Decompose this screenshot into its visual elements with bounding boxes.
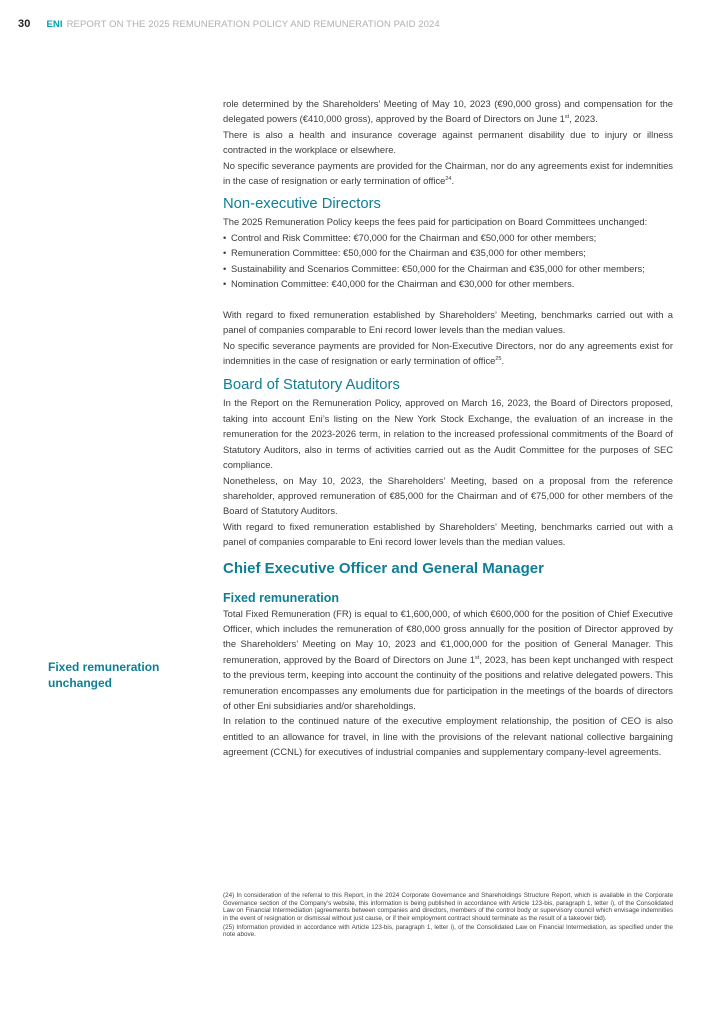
paragraph: With regard to fixed remuneration established by Shareholders’ Meeting, benchmarks carried out with a panel of companies comparable to Eni record lower levels than the median values. [223, 308, 673, 336]
main-content [223, 96, 673, 760]
section-heading-non-executive: Non-executive Directors [223, 196, 381, 213]
report-title: REPORT ON THE 2025 REMUNERATION POLICY AND REMUNERATION PAID 2024 [66, 19, 440, 30]
paragraph: The 2025 Remuneration Policy keeps the fees paid for participation on Board Committees unchanged: [223, 216, 648, 228]
paragraph: With regard to fixed remuneration established by Shareholders’ Meeting, benchmarks carried out with a panel of companies comparable to Eni record lower levels than the median values. [223, 520, 673, 548]
paragraph: In the Report on the Remuneration Policy, approved on March 16, 2023, the Board of Directors proposed, taking into account Eni’s listing on the New York Stock Exchange, the evaluation of an increase in the remuneration for the 2023-2026 term, in relation to the increased professional commitments of the Board of Statutory Auditors, also in terms of activities carried out as the Audit Committee for the purposes of SEC compliance. [223, 397, 673, 471]
list-item: • Sustainability and Scenarios Committee: €50,000 for the Chairman and €35,000 for other members; [223, 261, 673, 276]
footnote-ref[interactable]: 24 [445, 176, 452, 183]
paragraph: No specific severance payments are provided for Non-Executive Directors, nor do any agreements exist for indemnities in the case of resignation or early termination of office$^{25}$. [223, 339, 673, 367]
list-item: • Remuneration Committee: €50,000 for the Chairman and €35,000 for other members; [223, 245, 673, 260]
page-header [18, 18, 440, 30]
footnote-24: (24) In consideration of the referral to this Report, in the 2024 Corporate Governance and Shareholdings Structure Report, which is available in the Corporate Governance section of the Company’s website, this information is being published in accordance with Article 123-bis, paragraph 1, letter i), of the Consolidated Law on Financial Intermediation (agreements between companies and directors, members of the control body or supervisory council which envisage indemnities in the event of resignation or dismissal without just cause, or if their employment contract should terminate as the result of a takeover bid). [223, 892, 673, 922]
committee-fees-list [223, 230, 673, 292]
paragraph: Total Fixed Remuneration (FR) is equal to €1,600,000, of which €600,000 for the position of Chief Executive Officer, which includes the remuneration of €80,000 gross annually for the position of Director approved by the Shareholders’ Meeting on May 10, 2023 and €1,000,000 for the position of General Manager. This remuneration, approved by the Board of Directors on June 1st, 2023, has been kept unchanged with respect to the previous term, keeping into account the continuity of the positions and relative delegated powers. This remuneration encompasses any emoluments due for participation in the meetings of the boards of directors of other Eni subsidiaries and/or shareholdings. [223, 607, 674, 711]
section-heading-ceo: Chief Executive Officer and General Manager [223, 559, 544, 577]
page-number: 30 [18, 18, 31, 30]
paragraph: In relation to the continued nature of the executive employment relationship, the position of CEO is also entitled to an allowance for travel, in line with the provisions of the relevant national collective bargaining agreement (CCNL) for executives of industrial companies and supplementary company-level agreements. [223, 715, 673, 758]
paragraph: Nonetheless, on May 10, 2023, the Shareholders’ Meeting, based on a proposal from the reference shareholder, approved remuneration of €85,000 for the Chairman and of €75,000 for other members of the Board of Statutory Auditors. [223, 474, 673, 517]
footnotes [223, 892, 673, 940]
footnote-25: (25) Information provided in accordance with Article 123-bis, paragraph 1, letter i), of the Consolidated Law on Financial Intermediation, as specified under the note above. [223, 923, 673, 938]
paragraph: There is also a health and insurance coverage against permanent disability due to injury or illness contracted in the workplace or elsewhere. [223, 128, 673, 156]
paragraph: role determined by the Shareholders’ Meeting of May 10, 2023 (€90,000 gross) and compensation for the delegated powers (€410,000 gross), approved by the Board of Directors on June 1st, 2023. [223, 98, 673, 125]
list-item: • Control and Risk Committee: €70,000 for the Chairman and €50,000 for other members; [223, 230, 673, 245]
brand-name: ENI [46, 19, 63, 30]
footnote-ref[interactable]: 25 [495, 356, 502, 363]
sidenote-fixed-remuneration: Fixed remuneration unchanged [48, 660, 160, 690]
subsection-heading-fixed-remuneration: Fixed remuneration [223, 590, 339, 605]
list-item: • Nomination Committee: €40,000 for the Chairman and €30,000 for other members. [223, 276, 673, 291]
section-heading-auditors: Board of Statutory Auditors [223, 377, 400, 394]
paragraph: No specific severance payments are provided for the Chairman, nor do any agreements exist for indemnities in the case of resignation or early termination of office$^{24}$. [223, 159, 673, 187]
